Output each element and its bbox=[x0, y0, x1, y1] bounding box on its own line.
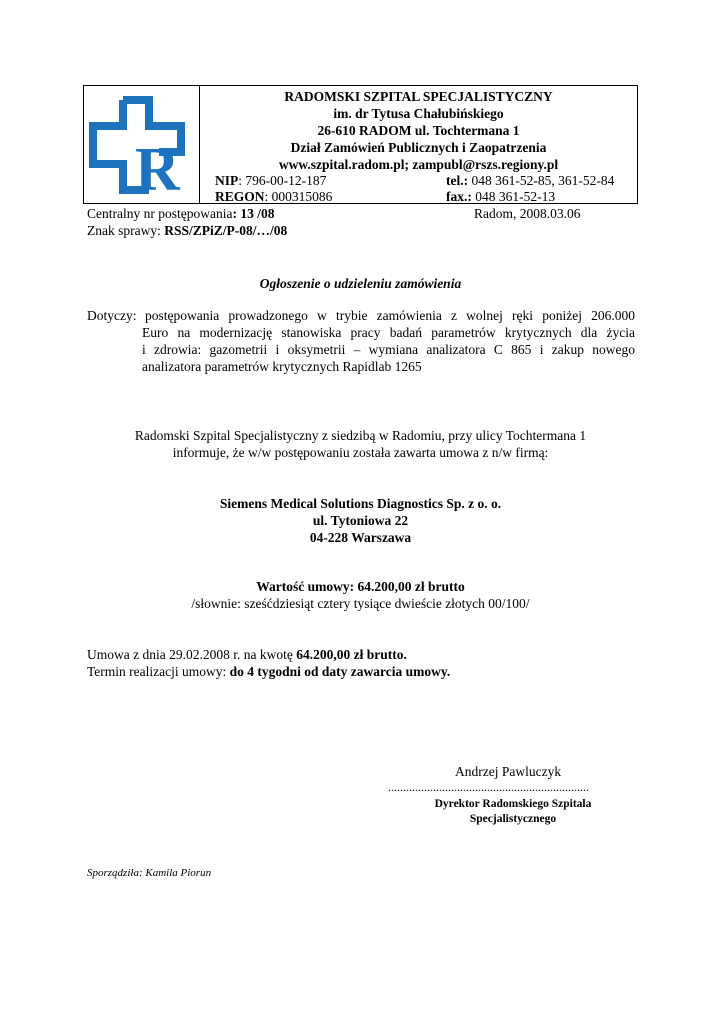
tel-value: 048 361-52-85, 361-52-84 bbox=[468, 173, 615, 188]
regon-label: REGON bbox=[215, 189, 265, 204]
info-line-1: Radomski Szpital Specjalistyczny z siedzibą w Radomiu, przy ulicy Tochtermana 1 bbox=[134, 428, 587, 443]
contract-term-label: Termin realizacji umowy: bbox=[87, 664, 230, 679]
signatory-role-2: Specjalistycznego bbox=[469, 813, 557, 825]
page-title: Ogłoszenie o udzieleniu zamówienia bbox=[259, 276, 462, 291]
nip-label: NIP bbox=[215, 173, 239, 188]
central-number-value: : 13 /08 bbox=[232, 206, 275, 221]
contract-term-line bbox=[87, 663, 450, 680]
signature-dots: ................................................................... bbox=[388, 780, 589, 794]
regon-value: : 000315086 bbox=[264, 189, 333, 204]
place-date: Radom, 2008.03.06 bbox=[474, 206, 581, 221]
signatory-name: Andrzej Pawluczyk bbox=[455, 764, 562, 779]
subject-label: Dotyczy: bbox=[87, 308, 137, 323]
nip-value: : 796-00-12-187 bbox=[238, 173, 327, 188]
web-email: www.szpital.radom.pl; zampubl@rszs.regiony.pl bbox=[278, 157, 559, 172]
case-number-value: RSS/ZPiZ/P-08/…/08 bbox=[164, 223, 288, 238]
logo-cell bbox=[84, 86, 200, 203]
svg-text:R: R bbox=[135, 136, 180, 200]
letterhead bbox=[83, 85, 638, 204]
info-line-2: informuje, że w/w postępowaniu została zawarta umowa z n/w firmą: bbox=[172, 445, 549, 460]
fax-label: fax.: bbox=[446, 189, 472, 204]
contract-date-text: Umowa z dnia 29.02.2008 r. na kwotę bbox=[87, 647, 297, 662]
department-name: Dział Zamówień Publicznych i Zaopatrzenia bbox=[290, 140, 547, 155]
subject-line-1: postępowania prowadzonego w trybie zamówienia z wolnej ręki poniżej 206.000 bbox=[145, 308, 635, 323]
contract-term-value: do 4 tygodni od daty zawarcia umowy. bbox=[229, 664, 451, 679]
hospital-patron: im. dr Tytusa Chałubińskiego bbox=[333, 106, 504, 121]
contract-value: Wartość umowy: 64.200,00 zł brutto bbox=[256, 579, 465, 594]
contract-value-words: /słownie: sześćdziesiąt cztery tysiące dwieście złotych 00/100/ bbox=[191, 596, 530, 611]
company-name: Siemens Medical Solutions Diagnostics Sp. z o. o. bbox=[219, 496, 502, 511]
contract-amount: 64.200,00 zł brutto. bbox=[296, 647, 407, 662]
subject-line-4: analizatora parametrów krytycznych Rapidlab 1265 bbox=[142, 359, 422, 374]
hospital-address: 26-610 RADOM ul. Tochtermana 1 bbox=[317, 123, 520, 138]
case-number bbox=[87, 222, 287, 239]
contract-date-line bbox=[87, 646, 407, 663]
fax-value: 048 361-52-13 bbox=[471, 189, 556, 204]
central-number bbox=[87, 205, 274, 222]
subject-line-2: Euro na modernizację stanowiska pracy badań parametrów krytycznych dla życia bbox=[142, 325, 635, 340]
company-street: ul. Tytoniowa 22 bbox=[312, 513, 409, 528]
tel bbox=[446, 172, 614, 189]
company-city: 04-228 Warszawa bbox=[309, 530, 412, 545]
central-number-label: Centralny nr postępowania bbox=[87, 206, 233, 221]
regon bbox=[215, 188, 332, 205]
prepared-by: Sporządziła: Kamila Piorun bbox=[87, 867, 212, 879]
hospital-cross-logo-icon bbox=[87, 88, 197, 200]
nip bbox=[215, 172, 326, 189]
signatory-role-1: Dyrektor Radomskiego Szpitala bbox=[434, 798, 592, 810]
fax bbox=[446, 188, 555, 205]
case-number-label: Znak sprawy: bbox=[87, 223, 165, 238]
subject-line-3: i zdrowia: gazometrii i oksymetrii – wymiana analizatora C 865 i zakup nowego bbox=[142, 342, 635, 357]
tel-label: tel.: bbox=[446, 173, 469, 188]
hospital-name: RADOMSKI SZPITAL SPECJALISTYCZNY bbox=[284, 89, 553, 104]
